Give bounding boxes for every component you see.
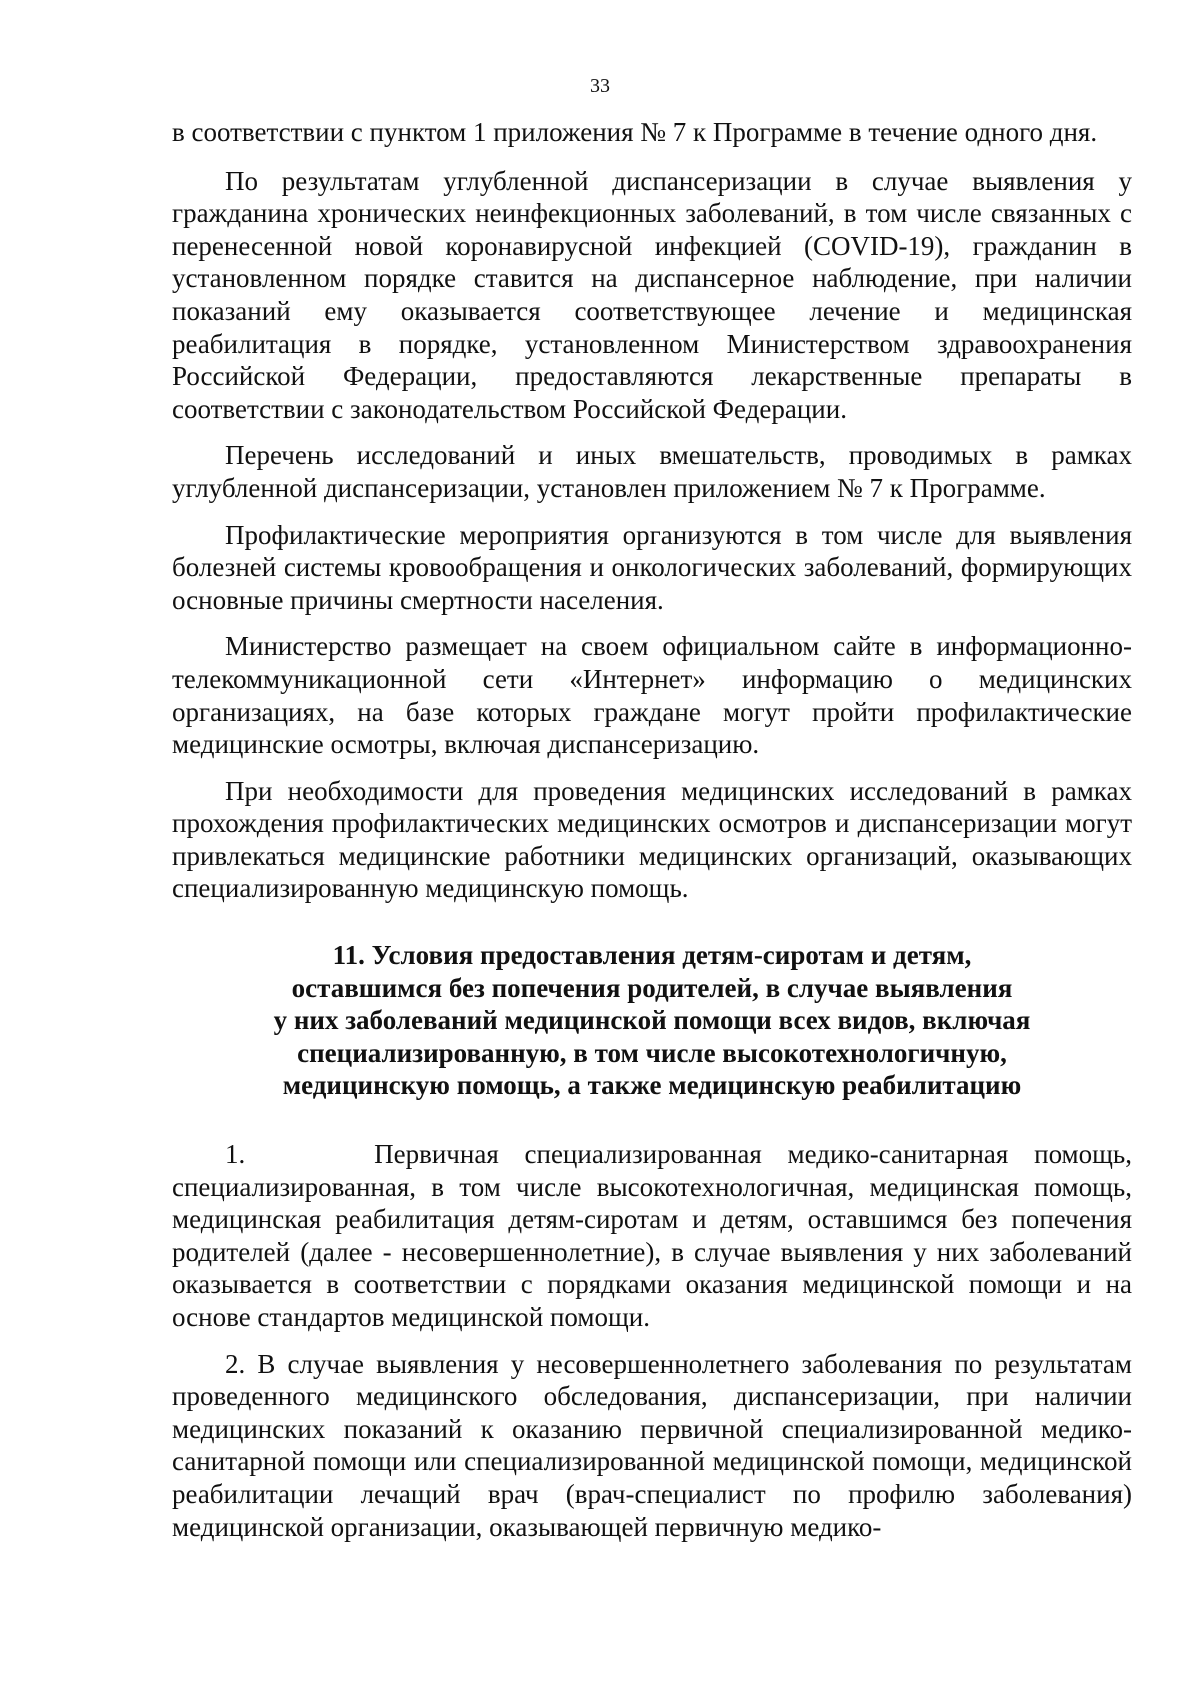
section-title-line: 11. Условия предоставления детям-сиротам и детям, <box>332 940 972 971</box>
paragraph-preventive-measures: Профилактические мероприятия организуются в том числе для выявления болезней системы кровообращения и онкологических заболеваний, формирующих основные причины смертности населения. <box>172 519 1132 615</box>
paragraph-medical-workers: При необходимости для проведения медицинских исследований в рамках прохождения профилактических медицинских осмотров и диспансеризации могут привлекаться медицинские работники медицинских организаций, оказывающих специализированную медицинскую помощь. <box>172 775 1132 904</box>
section-title <box>172 939 1132 1102</box>
paragraph-item-1: 1. Первичная специализированная медико-санитарная помощь, специализированная, в том числе высокотехнологичная, медицинская помощь, медицинская реабилитация детям-сиротам и детям, оставшимся без попечения родителей (далее - несовершеннолетние), в случае выявления у них заболеваний оказывается в соответствии с порядками оказания медицинской помощи и на основе стандартов медицинской помощи. <box>172 1139 1132 1332</box>
section-title-line: специализированную, в том числе высокотехнологичную, <box>297 1037 1007 1068</box>
paragraph-ministry-website: Министерство размещает на своем официальном сайте в информационно-телекоммуникационной сети «Интернет» информацию о медицинских организациях, на базе которых граждане могут пройти профилактические медицинские осмотры, включая диспансеризацию. <box>172 631 1132 760</box>
section-title-line: оставшимся без попечения родителей, в случае выявления <box>291 972 1013 1003</box>
paragraph-deep-dispensarization-results: По результатам углубленной диспансеризации в случае выявления у гражданина хронических неинфекционных заболеваний, в том числе связанных с перенесенной новой коронавирусной инфекцией (COVID-19), гражданин в установленном порядке ставится на диспансерное наблюдение, при наличии показаний ему оказывается соответствующее лечение и медицинская реабилитация в порядке, установленном Министерством здравоохранения Российской Федерации, предоставляются лекарственные препараты в соответствии с законодательством Российской Федерации. <box>172 165 1132 424</box>
paragraph-examinations-list: Перечень исследований и иных вмешательств, проводимых в рамках углубленной диспансеризации, установлен приложением № 7 к Программе. <box>172 440 1132 503</box>
document-body <box>172 116 1132 1557</box>
section-title-line: у них заболеваний медицинской помощи всех видов, включая <box>273 1005 1031 1036</box>
page-number: 33 <box>590 75 610 97</box>
section-title-line: медицинскую помощь, а также медицинскую реабилитацию <box>282 1070 1022 1101</box>
paragraph-continuation: в соответствии с пунктом 1 приложения № 7 к Программе в течение одного дня. <box>172 117 1098 147</box>
paragraph-item-2: 2. В случае выявления у несовершеннолетнего заболевания по результатам проведенного медицинского обследования, диспансеризации, при наличии медицинских показаний к оказанию первичной специализированной медико-санитарной помощи или специализированной медицинской помощи, медицинской реабилитации лечащий врач (врач-специалист по профилю заболевания) медицинской организации, оказывающей первичную медико- <box>172 1348 1132 1542</box>
